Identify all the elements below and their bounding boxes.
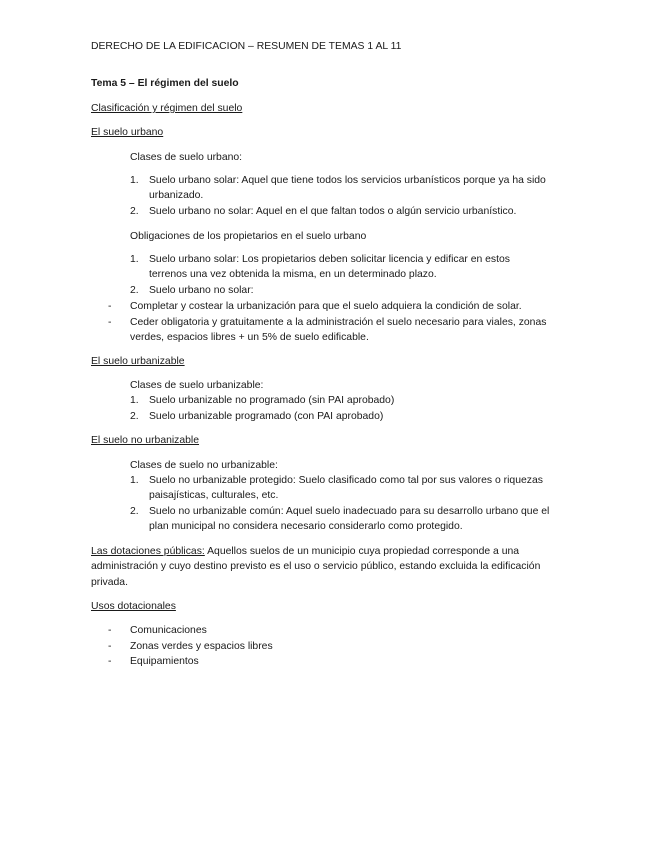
subsection-heading-urbanizable: El suelo urbanizable [91, 356, 185, 367]
subsection-heading-urbano: El suelo urbano [91, 127, 164, 138]
list-item-line: terrenos una vez obtenida la misma, en un determinado plazo. [149, 269, 437, 280]
clases-label: Clases de suelo urbano: [130, 152, 243, 163]
list-number: 2. [130, 506, 139, 517]
list-number: 1. [130, 175, 139, 186]
section-heading: Clasificación y régimen del suelo [91, 103, 243, 114]
clases-label: Clases de suelo no urbanizable: [130, 460, 278, 471]
list-number: 2. [130, 285, 139, 296]
dotaciones-text: Aquellos suelos de un municipio cuya propiedad corresponde a una [204, 546, 520, 557]
list-number: 1. [130, 395, 139, 406]
dotaciones-paragraph-line: privada. [91, 577, 128, 588]
dash-item-line: Completar y costear la urbanización para que el suelo adquiera la condición de solar. [130, 301, 522, 312]
list-number: 2. [130, 206, 139, 217]
subsection-heading-no-urbanizable: El suelo no urbanizable [91, 435, 200, 446]
list-item-line: Suelo urbano no solar: [149, 285, 254, 296]
dash-item-line: verdes, espacios libres + un 5% de suelo edificable. [130, 332, 369, 343]
dotaciones-paragraph-line [91, 545, 519, 558]
list-item-line: Suelo urbanizable no programado (sin PAI aprobado) [149, 395, 395, 406]
dash-item-line: Ceder obligatoria y gratuitamente a la administración el suelo necesario para viales, zonas [130, 317, 547, 328]
list-item-line: Suelo urbano no solar: Aquel en el que faltan todos o algún servicio urbanístico. [149, 206, 517, 217]
dash-bullet: - [108, 301, 112, 312]
obligaciones-label: Obligaciones de los propietarios en el suelo urbano [130, 231, 367, 242]
list-item-line: urbanizado. [149, 190, 204, 201]
dash-item: Comunicaciones [130, 625, 207, 636]
dash-bullet: - [108, 317, 112, 328]
list-number: 2. [130, 411, 139, 422]
dash-item: Zonas verdes y espacios libres [130, 641, 273, 652]
dash-bullet: - [108, 656, 112, 667]
dash-item: Equipamientos [130, 656, 199, 667]
list-number: 1. [130, 475, 139, 486]
list-item-line: Suelo no urbanizable protegido: Suelo clasificado como tal por sus valores o riquezas [149, 475, 543, 486]
list-item-line: plan municipal no considera necesario considerarlo como protegido. [149, 521, 463, 532]
dotaciones-paragraph-line: administración y cuyo destino previsto es el uso o servicio público, estando excluida la edificación [91, 561, 541, 572]
dotaciones-label: Las dotaciones públicas: [91, 546, 205, 557]
page-title: Tema 5 – El régimen del suelo [91, 78, 239, 89]
list-item-line: Suelo urbanizable programado (con PAI aprobado) [149, 411, 384, 422]
subsection-heading-usos: Usos dotacionales [91, 601, 176, 612]
clases-label: Clases de suelo urbanizable: [130, 380, 264, 391]
dash-bullet: - [108, 625, 112, 636]
list-item-line: Suelo no urbanizable común: Aquel suelo inadecuado para su desarrollo urbano que el [149, 506, 550, 517]
list-number: 1. [130, 254, 139, 265]
list-item-line: paisajísticas, culturales, etc. [149, 490, 279, 501]
list-item-line: Suelo urbano solar: Los propietarios deben solicitar licencia y edificar en estos [149, 254, 510, 265]
dash-bullet: - [108, 641, 112, 652]
page-header: DERECHO DE LA EDIFICACION – RESUMEN DE TEMAS 1 AL 11 [91, 41, 402, 52]
list-item-line: Suelo urbano solar: Aquel que tiene todos los servicios urbanísticos porque ya ha sido [149, 175, 546, 186]
